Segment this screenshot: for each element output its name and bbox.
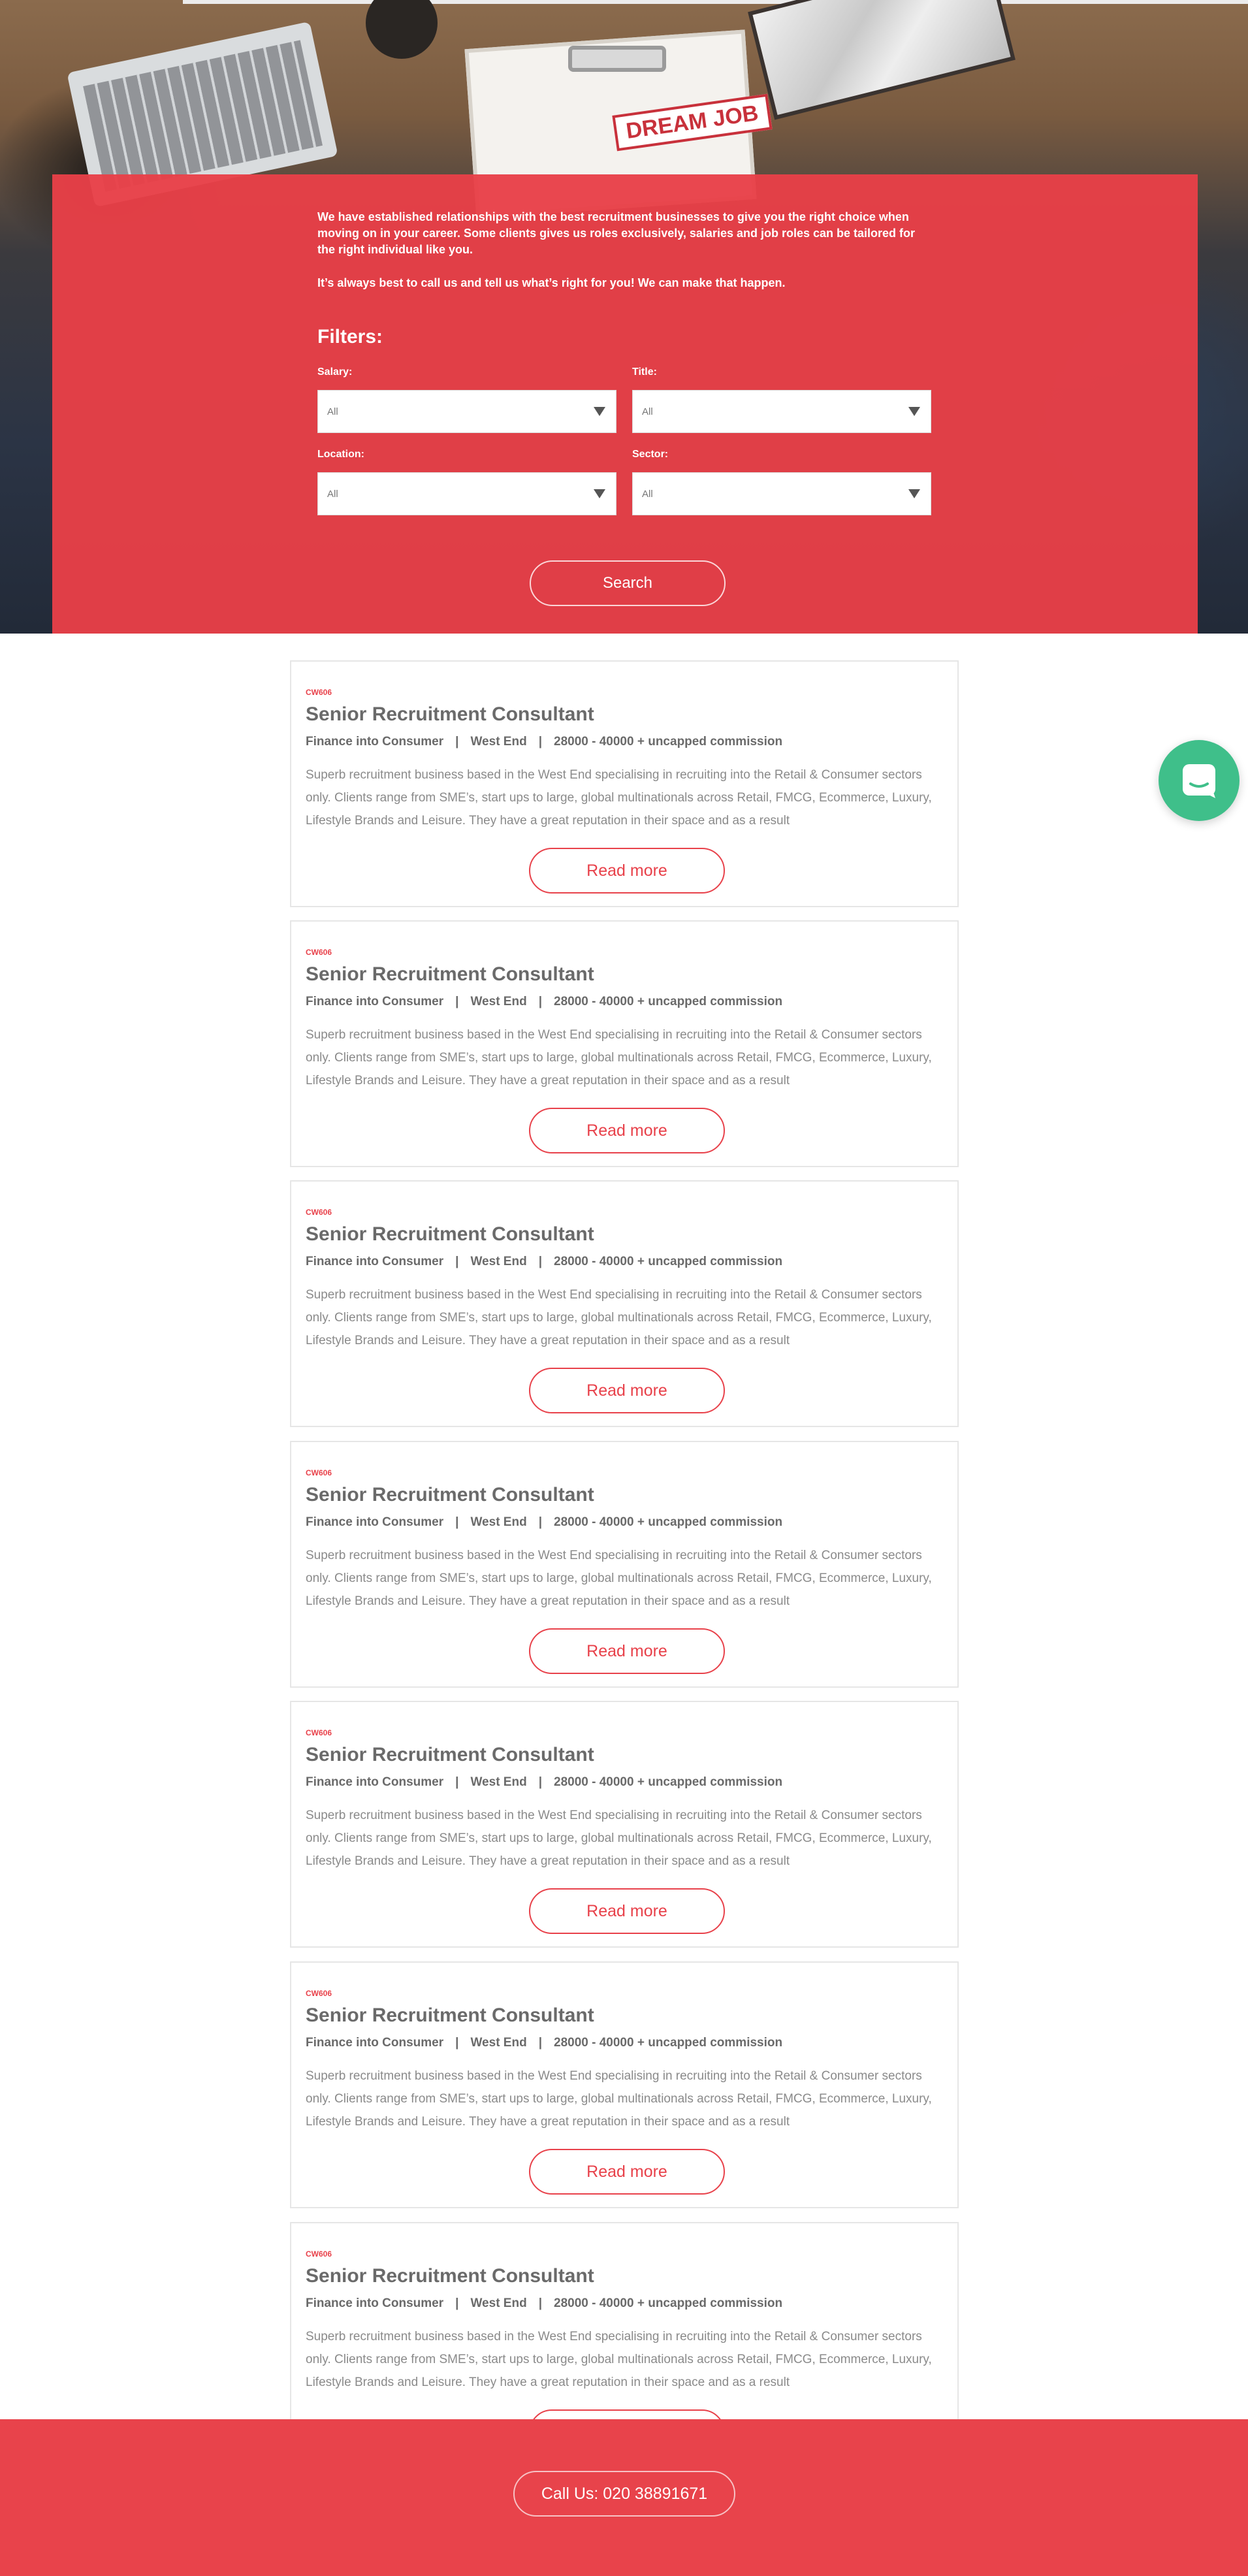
job-meta: Finance into Consumer | West End | 28000 - 40000 + uncapped commission xyxy=(306,1775,783,1789)
job-location: West End xyxy=(470,995,527,1008)
tablet-image xyxy=(748,0,1016,120)
job-meta: Finance into Consumer | West End | 28000 - 40000 + uncapped commission xyxy=(306,735,783,749)
job-title[interactable]: Senior Recruitment Consultant xyxy=(306,2265,594,2287)
filters-heading: Filters: xyxy=(317,326,383,347)
dream-job-stamp: DREAM JOB xyxy=(612,94,772,152)
top-bar xyxy=(183,0,1248,4)
job-meta: Finance into Consumer | West End | 28000 - 40000 + uncapped commission xyxy=(306,2296,783,2310)
job-salary: 28000 - 40000 + uncapped commission xyxy=(554,995,783,1008)
chevron-down-icon xyxy=(594,489,605,498)
job-description: Superb recruitment business based in the West End specialising in recruiting into the Retail & Consumer sectors only. Clients range from SME’s, start ups to large, global multinationals across Retail, FMCG, Ecommerce, Luxury, Lifestyle Brands and Leisure. They have a great reputation in their space and as a result xyxy=(306,1028,932,1087)
intro-paragraph-1: We have established relationships with the best recruitment businesses to give you the right choice when moving on in your career. Some clients gives us roles exclusively, salaries and job roles can be tailored for the right individual like you. xyxy=(317,210,916,256)
mug-image xyxy=(366,0,438,59)
job-sector: Finance into Consumer xyxy=(306,2296,444,2310)
chat-icon xyxy=(1179,760,1219,801)
clipboard-clip xyxy=(568,46,666,72)
job-sector: Finance into Consumer xyxy=(306,2036,444,2050)
chevron-down-icon xyxy=(908,489,920,498)
read-more-button[interactable]: Read more xyxy=(529,1628,725,1674)
job-title[interactable]: Senior Recruitment Consultant xyxy=(306,703,594,725)
chat-launcher-button[interactable] xyxy=(1159,740,1240,821)
intro-panel xyxy=(52,174,1198,634)
job-description: Superb recruitment business based in the West End specialising in recruiting into the Retail & Consumer sectors only. Clients range from SME’s, start ups to large, global multinationals across Retail, FMCG, Ecommerce, Luxury, Lifestyle Brands and Leisure. They have a great reputation in their space and as a result xyxy=(306,1809,932,1868)
job-sector: Finance into Consumer xyxy=(306,735,444,749)
job-title[interactable]: Senior Recruitment Consultant xyxy=(306,1223,594,1245)
salary-select-value: All xyxy=(327,406,338,417)
footer xyxy=(0,2419,1248,2576)
job-location: West End xyxy=(470,2036,527,2050)
job-card xyxy=(290,1180,959,1427)
chevron-down-icon xyxy=(594,407,605,416)
location-select[interactable] xyxy=(317,472,616,515)
salary-select[interactable] xyxy=(317,390,616,433)
job-card xyxy=(290,1441,959,1688)
job-description: Superb recruitment business based in the West End specialising in recruiting into the Retail & Consumer sectors only. Clients range from SME’s, start ups to large, global multinationals across Retail, FMCG, Ecommerce, Luxury, Lifestyle Brands and Leisure. They have a great reputation in their space and as a result xyxy=(306,1549,932,1608)
hero-banner xyxy=(0,0,1248,634)
job-salary: 28000 - 40000 + uncapped commission xyxy=(554,2296,783,2310)
job-ref: CW606 xyxy=(306,688,332,697)
sector-select[interactable] xyxy=(632,472,931,515)
intro-paragraph-2: It’s always best to call us and tell us what’s right for you! We can make that happen. xyxy=(317,276,786,289)
call-us-button[interactable]: Call Us: 020 38891671 xyxy=(513,2471,735,2517)
job-title[interactable]: Senior Recruitment Consultant xyxy=(306,1484,594,1505)
job-location: West End xyxy=(470,1515,527,1529)
location-select-value: All xyxy=(327,488,338,500)
job-salary: 28000 - 40000 + uncapped commission xyxy=(554,1255,783,1268)
chevron-down-icon xyxy=(908,407,920,416)
title-label: Title: xyxy=(632,366,657,378)
job-meta: Finance into Consumer | West End | 28000 - 40000 + uncapped commission xyxy=(306,1255,783,1268)
job-location: West End xyxy=(470,735,527,749)
read-more-button[interactable]: Read more xyxy=(529,1368,725,1413)
read-more-button[interactable]: Read more xyxy=(529,2149,725,2195)
job-ref: CW606 xyxy=(306,1728,332,1737)
job-meta: Finance into Consumer | West End | 28000 - 40000 + uncapped commission xyxy=(306,1515,783,1529)
job-sector: Finance into Consumer xyxy=(306,1255,444,1268)
job-card xyxy=(290,1701,959,1948)
job-salary: 28000 - 40000 + uncapped commission xyxy=(554,1775,783,1789)
job-ref: CW606 xyxy=(306,1989,332,1998)
job-ref: CW606 xyxy=(306,1208,332,1217)
sector-select-value: All xyxy=(642,488,653,500)
job-location: West End xyxy=(470,2296,527,2310)
title-select-value: All xyxy=(642,406,653,417)
read-more-button[interactable]: Read more xyxy=(529,1108,725,1153)
job-card xyxy=(290,1961,959,2208)
job-sector: Finance into Consumer xyxy=(306,1775,444,1789)
job-card xyxy=(290,660,959,907)
job-meta: Finance into Consumer | West End | 28000 - 40000 + uncapped commission xyxy=(306,2036,783,2050)
sector-label: Sector: xyxy=(632,449,669,460)
job-title[interactable]: Senior Recruitment Consultant xyxy=(306,2004,594,2026)
job-sector: Finance into Consumer xyxy=(306,995,444,1008)
job-ref: CW606 xyxy=(306,948,332,957)
read-more-button[interactable]: Read more xyxy=(529,848,725,894)
read-more-button[interactable]: Read more xyxy=(529,1888,725,1934)
intro-text xyxy=(317,209,918,291)
job-meta: Finance into Consumer | West End | 28000 - 40000 + uncapped commission xyxy=(306,995,783,1008)
job-description: Superb recruitment business based in the West End specialising in recruiting into the Retail & Consumer sectors only. Clients range from SME’s, start ups to large, global multinationals across Retail, FMCG, Ecommerce, Luxury, Lifestyle Brands and Leisure. They have a great reputation in their space and as a result xyxy=(306,768,932,828)
job-location: West End xyxy=(470,1775,527,1789)
location-label: Location: xyxy=(317,449,364,460)
job-title[interactable]: Senior Recruitment Consultant xyxy=(306,963,594,985)
salary-label: Salary: xyxy=(317,366,353,378)
job-description: Superb recruitment business based in the West End specialising in recruiting into the Retail & Consumer sectors only. Clients range from SME’s, start ups to large, global multinationals across Retail, FMCG, Ecommerce, Luxury, Lifestyle Brands and Leisure. They have a great reputation in their space and as a result xyxy=(306,2330,932,2389)
job-card xyxy=(290,920,959,1167)
job-salary: 28000 - 40000 + uncapped commission xyxy=(554,735,783,749)
job-location: West End xyxy=(470,1255,527,1268)
job-salary: 28000 - 40000 + uncapped commission xyxy=(554,1515,783,1529)
job-ref: CW606 xyxy=(306,1468,332,1477)
job-title[interactable]: Senior Recruitment Consultant xyxy=(306,1744,594,1765)
job-sector: Finance into Consumer xyxy=(306,1515,444,1529)
title-select[interactable] xyxy=(632,390,931,433)
job-ref: CW606 xyxy=(306,2249,332,2259)
job-salary: 28000 - 40000 + uncapped commission xyxy=(554,2036,783,2050)
job-description: Superb recruitment business based in the West End specialising in recruiting into the Retail & Consumer sectors only. Clients range from SME’s, start ups to large, global multinationals across Retail, FMCG, Ecommerce, Luxury, Lifestyle Brands and Leisure. They have a great reputation in their space and as a result xyxy=(306,2069,932,2129)
job-description: Superb recruitment business based in the West End specialising in recruiting into the Retail & Consumer sectors only. Clients range from SME’s, start ups to large, global multinationals across Retail, FMCG, Ecommerce, Luxury, Lifestyle Brands and Leisure. They have a great reputation in their space and as a result xyxy=(306,1288,932,1347)
search-button[interactable]: Search xyxy=(530,560,726,606)
